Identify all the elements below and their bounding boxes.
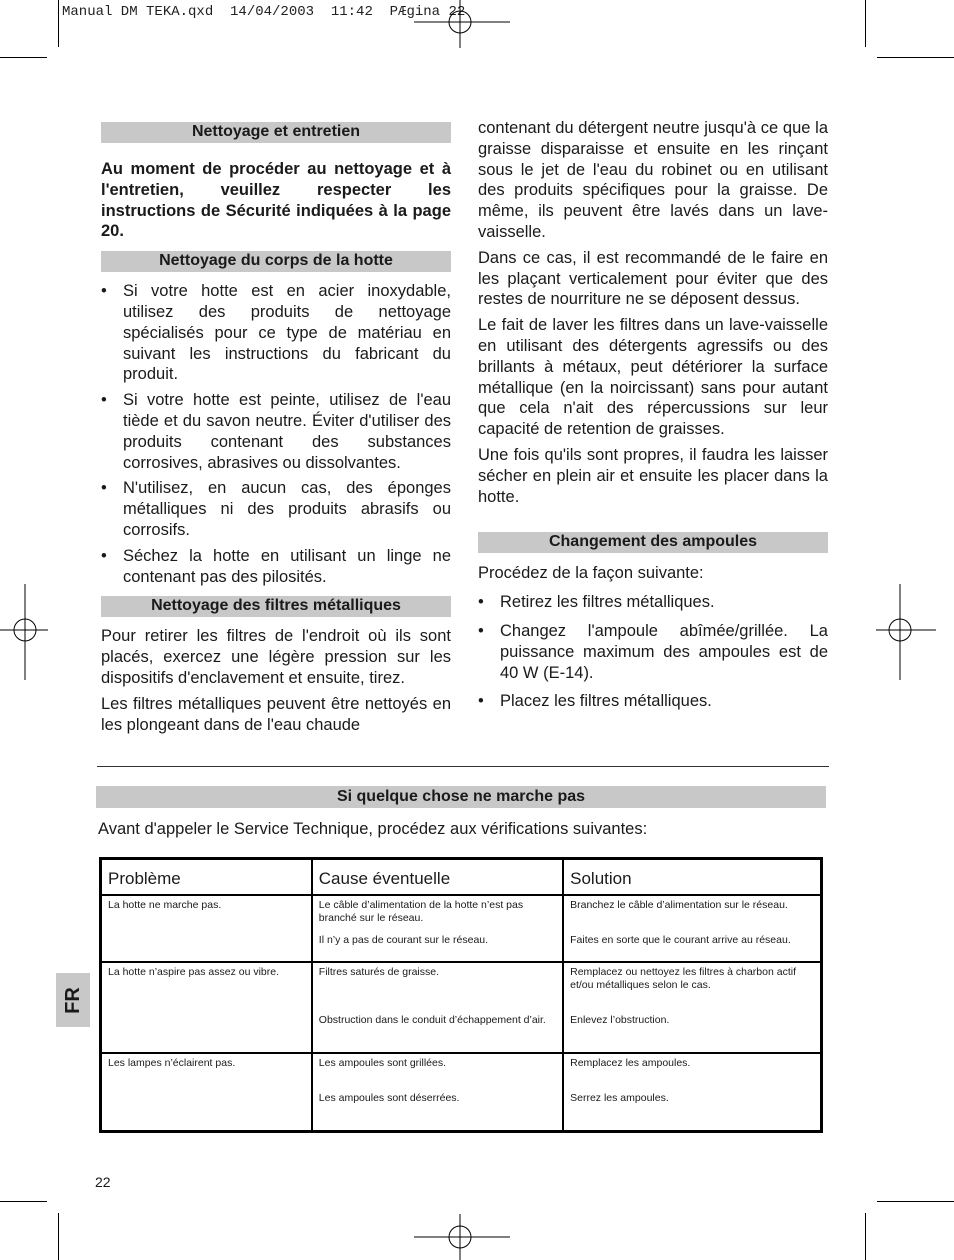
problem-cell: La hotte ne marche pas.	[101, 895, 312, 962]
list-item: • N'utilisez, en aucun cas, des éponges métalliques ni des produits abrasifs ou corrosifs.	[101, 478, 451, 540]
registration-mark-icon	[0, 584, 48, 680]
registration-mark-icon	[414, 1214, 510, 1260]
solution-text: Remplacez les ampoules.	[570, 1056, 691, 1069]
paragraph: Dans ce cas, il est recommandé de le faire en les plaçant verticalement pour éviter que des restes de nourriture ne se déposent dessus.	[478, 248, 828, 309]
solution-text: Branchez le câble d’alimentation sur le réseau.	[570, 898, 788, 911]
table-row	[101, 962, 822, 1053]
cause-cell	[312, 962, 563, 1053]
table-row	[101, 895, 822, 962]
bulb-steps-list	[478, 592, 828, 712]
paragraph: Procédez de la façon suivante:	[478, 564, 704, 583]
cause-text: Les ampoules sont déserrées.	[318, 1091, 460, 1104]
list-item: • Si votre hotte est peinte, utilisez de l'eau tiède et du savon neutre. Éviter d'utiliser des produits contenant des substances corrosives, abrasives ou dissolvantes.	[101, 390, 451, 473]
crop-mark	[877, 57, 954, 58]
divider	[97, 766, 829, 767]
safety-warning: Au moment de procéder au nettoyage et à l'entretien, veuillez respecter les instructions de Sécurité indiquées à la page 20.	[101, 160, 451, 241]
cause-cell	[312, 1053, 563, 1132]
column-header: Cause éventuelle	[312, 859, 563, 895]
solution-cell	[563, 962, 821, 1053]
page-number: 22	[95, 1174, 111, 1190]
cause-text: Obstruction dans le conduit d’échappement d’air.	[318, 1013, 546, 1026]
hood-cleaning-list	[101, 281, 451, 587]
cause-text: Le câble d’alimentation de la hotte n’est pas branché sur le réseau.	[318, 898, 524, 924]
crop-mark	[877, 1201, 954, 1202]
registration-mark-icon	[876, 584, 936, 680]
solution-text: Faites en sorte que le courant arrive au réseau.	[570, 933, 791, 946]
crop-mark	[58, 0, 59, 47]
crop-mark	[0, 57, 47, 58]
list-item: • Placez les filtres métalliques.	[478, 691, 828, 712]
table-row	[101, 1053, 822, 1132]
language-tab	[56, 973, 90, 1027]
problem-cell: Les lampes n’éclairent pas.	[101, 1053, 312, 1132]
section-heading-metal-filters: Nettoyage des filtres métalliques	[101, 596, 451, 617]
list-item: • Si votre hotte est en acier inoxydable, utilisez des produits de nettoyage spécialisés pour ce type de matériau en suivant les instructions du fabricant du produit.	[101, 281, 451, 385]
list-item: • Retirez les filtres métalliques.	[478, 592, 828, 613]
troubleshooting-intro: Avant d'appeler le Service Technique, procédez aux vérifications suivantes:	[98, 820, 648, 838]
section-heading-hood-body: Nettoyage du corps de la hotte	[101, 251, 451, 272]
column-header: Problème	[101, 859, 312, 895]
troubleshooting-table	[99, 857, 823, 1133]
paragraph: contenant du détergent neutre jusqu'à ce que la graisse disparaisse et ensuite en les rinçant sous le jet de l'eau du robinet ou en utilisant des produits spécifiques pour la graisse. De même, ils peuvent être lavés dans un lave-vaisselle.	[478, 119, 828, 241]
solution-text: Enlevez l’obstruction.	[570, 1013, 670, 1026]
paragraph: Pour retirer les filtres de l'endroit où ils sont placés, exercez une légère pression sur les dispositifs d'enclavement et ensuite, tirez.	[101, 627, 451, 687]
solution-text: Remplacez ou nettoyez les filtres à charbon actif et/ou métalliques selon le cas.	[570, 965, 796, 991]
crop-mark	[865, 1213, 866, 1260]
cause-text: Les ampoules sont grillées.	[318, 1056, 447, 1069]
list-item: • Changez l'ampoule abîmée/grillée. La puissance maximum des ampoules est de 40 W (E-14).	[478, 621, 828, 683]
cause-cell	[312, 895, 563, 962]
language-tab-label: FR	[61, 986, 84, 1014]
section-heading-troubleshooting: Si quelque chose ne marche pas	[96, 786, 826, 808]
problem-cell: La hotte n’aspire pas assez ou vibre.	[101, 962, 312, 1053]
left-column	[101, 122, 451, 735]
cause-text: Filtres saturés de graisse.	[318, 965, 439, 978]
column-header: Solution	[563, 859, 821, 895]
paragraph: Une fois qu'ils sont propres, il faudra les laisser sécher en plein air et ensuite les placer dans la hotte.	[478, 445, 828, 506]
crop-mark	[0, 1201, 47, 1202]
printer-slug: Manual DM TEKA.qxd 14/04/2003 11:42 PÆgina 22	[62, 4, 466, 20]
crop-mark	[58, 1213, 59, 1260]
registration-mark-icon	[414, 0, 510, 48]
right-column	[478, 118, 828, 712]
solution-text: Serrez les ampoules.	[570, 1091, 669, 1104]
crop-mark	[865, 0, 866, 47]
solution-cell	[563, 1053, 821, 1132]
paragraph: Les filtres métalliques peuvent être nettoyés en les plongeant dans de l'eau chaude	[101, 694, 451, 734]
list-item: • Séchez la hotte en utilisant un linge ne contenant pas des pilosités.	[101, 546, 451, 588]
section-heading-cleaning: Nettoyage et entretien	[101, 122, 451, 143]
section-heading-bulbs: Changement des ampoules	[478, 532, 828, 553]
paragraph: Le fait de laver les filtres dans un lave-vaisselle en utilisant des détergents agressifs ou des brillants à métaux, peut détériorer la surface métallique (en la noircissant) sans pour autant que cela n'ait des répercussions sur leur capacité de retention de graisses.	[478, 316, 828, 439]
solution-cell	[563, 895, 821, 962]
cause-text: Il n’y a pas de courant sur le réseau.	[318, 933, 489, 946]
